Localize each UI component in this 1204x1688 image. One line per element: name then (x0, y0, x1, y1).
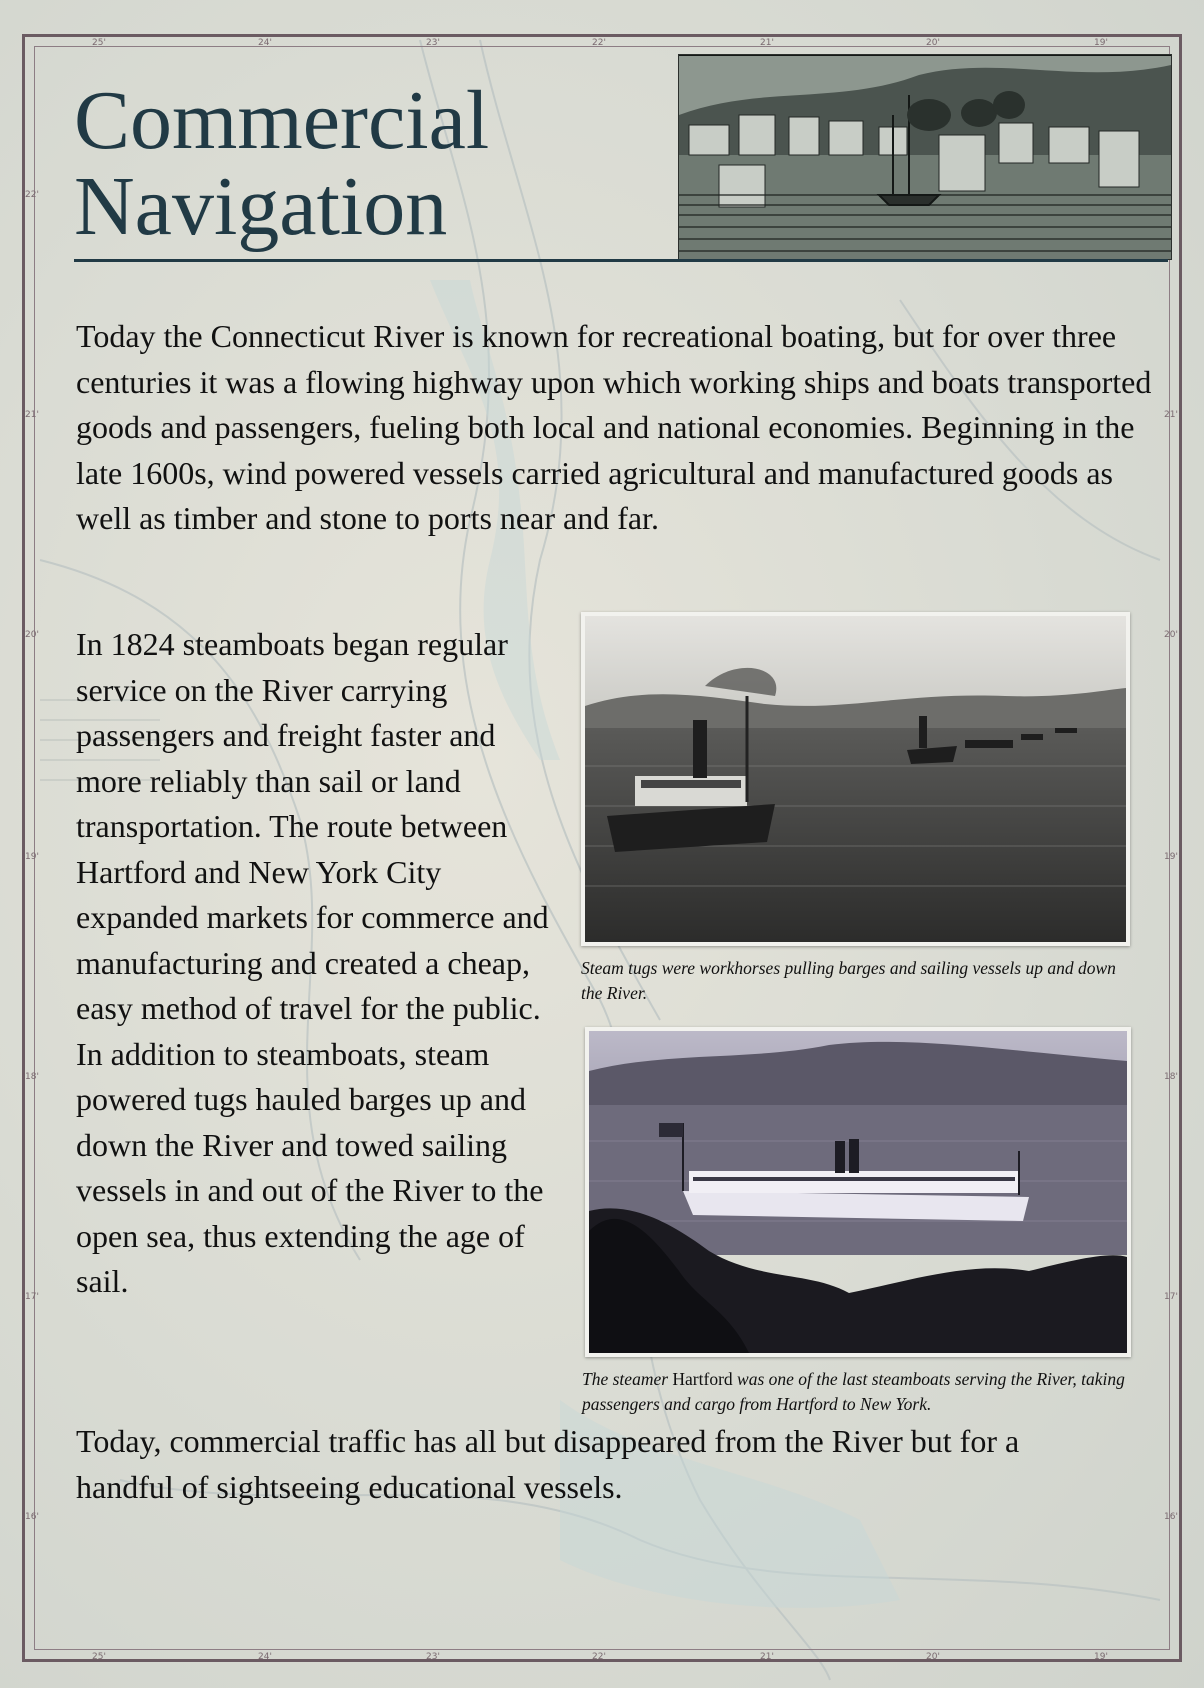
caption-text: The steamer (582, 1369, 673, 1389)
map-tick: 19' (25, 852, 39, 862)
tug-photo-caption: Steam tugs were workhorses pulling barges and sailing vessels up and down the River. (581, 958, 1116, 1003)
map-tick: 20' (25, 630, 39, 640)
map-tick: 25' (92, 38, 106, 48)
map-tick: 19' (1094, 1652, 1108, 1662)
title-underline (74, 259, 1168, 262)
steamer-hartford-photo (585, 1027, 1131, 1357)
map-tick: 20' (926, 38, 940, 48)
map-tick: 23' (426, 38, 440, 48)
map-tick: 23' (426, 1652, 440, 1662)
title-line-2: Navigation (74, 160, 448, 253)
steamboat-paragraph: In 1824 steamboats began regular service on the River carrying passengers and freight faster and more reliably than sail or land transportation. The route between Hartford and New York City expanded markets for commerce and manufacturing and created a cheap, easy method of travel for the public. In addition to steamboats, steam powered tugs hauled barges up and down the River and towed sailing vessels in and out of the River to the open sea, thus extending the age of sail. (76, 626, 549, 1299)
map-tick: 25' (92, 1652, 106, 1662)
today-paragraph: Today, commercial traffic has all but disappeared from the River but for a handful of sightseeing educational vessels. (76, 1423, 1020, 1505)
intro-paragraph: Today the Connecticut River is known for recreational boating, but for over three centuries it was a flowing highway upon which working ships and boats transported goods and passengers, fueling both local and national economies. Beginning in the late 1600s, wind powered vessels carried agricultural and manufactured goods as well as timber and stone to ports near and far. (76, 318, 1152, 536)
river-town-engraving (678, 54, 1172, 260)
map-tick: 17' (25, 1292, 39, 1302)
map-tick: 21' (1164, 410, 1178, 420)
map-tick: 22' (592, 1652, 606, 1662)
map-tick: 22' (25, 190, 39, 200)
caption-text: was one of the last steamboats serving the River, taking passengers and cargo from Hartford to New York. (582, 1369, 1125, 1414)
page-title (74, 74, 490, 253)
steamer-name: Hartford (672, 1369, 733, 1389)
title-line-1: Commercial (74, 74, 490, 167)
map-tick: 16' (25, 1512, 39, 1522)
map-tick: 21' (25, 410, 39, 420)
map-tick: 17' (1164, 1292, 1178, 1302)
map-tick: 21' (760, 38, 774, 48)
map-tick: 24' (258, 1652, 272, 1662)
steam-tug-photo (581, 612, 1130, 946)
map-tick: 20' (1164, 630, 1178, 640)
steamer-photo-caption (582, 1367, 1142, 1417)
map-tick: 20' (926, 1652, 940, 1662)
map-tick: 22' (592, 38, 606, 48)
map-tick: 24' (258, 38, 272, 48)
map-tick: 21' (760, 1652, 774, 1662)
map-tick: 16' (1164, 1512, 1178, 1522)
map-tick: 18' (25, 1072, 39, 1082)
map-tick: 19' (1094, 38, 1108, 48)
map-tick: 18' (1164, 1072, 1178, 1082)
map-tick: 19' (1164, 852, 1178, 862)
